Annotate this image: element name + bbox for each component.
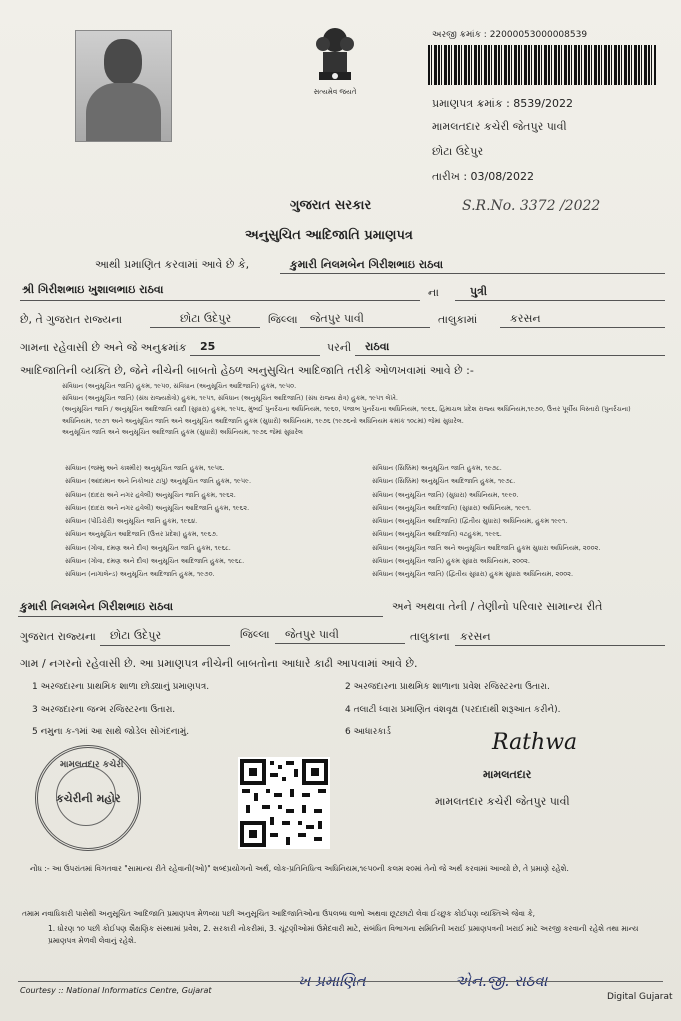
issue-basis: ગામ / નગરનો રહેવાસી છે. આ પ્રમાણપત્ર નીચેની બાબતોના આધારે કાઢી આપવામાં આવે છે. <box>20 657 418 670</box>
emblem-motto: સત્યમેવ જયતે <box>313 88 357 96</box>
taluka-label: તાલુકામાં <box>438 313 478 326</box>
application-number: અરજી ક્રમાંક : 22000053000008539 <box>432 30 588 40</box>
orders-left-column <box>65 462 355 582</box>
signature-scrawl: Rathwa <box>492 730 578 755</box>
order-left-item: સંવિધાન અનુસૂચિત આદિજાતિ (ઉત્તર પ્રદેશ) હુકમ, ૧૯૬૭. <box>65 530 218 539</box>
government-title: ગુજરાત સરકાર <box>290 198 372 213</box>
seal-top-text: મામલતદાર કચેરી <box>60 760 124 770</box>
order-right-item: સંવિધાન (અનુસૂચિત જાતિ) (સુધારા) અધિનિયમ, ૧૯૯૦. <box>372 490 519 499</box>
signatory-designation: મામલતદાર <box>483 768 532 781</box>
issuing-office: મામલતદાર કચેરી જેતપુર પાવી <box>432 120 567 133</box>
order-right-item: સંવિધાન (સિક્કિમ) અનુસૂચિત જાતિ હુકમ, ૧૯૭૮. <box>372 464 502 472</box>
district-value-2: છોટા ઉદેપુર <box>110 629 162 642</box>
order-left-item: સંવિધાન (પોંડિચેરી) અનુસૂચિત જાતિ હુકમ, ૧૯૬૪. <box>65 517 198 526</box>
holder-name: કુમારી નિલમબેન ગિરીશભાઇ રાઠવા <box>290 258 444 271</box>
order-item: સંવિધાન (અનુસૂચિત જાતિ) (સંઘ રાજ્યક્ષેત્રો) હુકમ, ૧૯૫૧, સંવિધાન (અનુસૂચિત આદિજાતિ) (સંઘ રાજ્ય ક્ષેત્ર) હુકમ, ૧૯૫૧ લેખે. <box>62 393 398 402</box>
issue-date: તારીખ : 03/08/2022 <box>432 170 534 183</box>
office-seal <box>35 745 141 851</box>
order-left-item: સંવિધાન (ગોવા, દમણ અને દીવ) અનુસૂચિત આદિજાતિ હુકમ, ૧૯૬૮. <box>65 557 245 566</box>
order-right-item: સંવિધાન (સિક્કિમ) અનુસૂચિત આદિજાતિ હુકમ, ૧૯૭૮. <box>372 477 516 486</box>
village-value-2: કરસન <box>460 630 491 643</box>
state-label: ગુજરાત રાજ્યના <box>20 630 96 643</box>
order-left-item: સંવિધાન (નાગાલેન્ડ) અનુસૂચિત આદિજાતિ હુકમ, ૧૯૭૦. <box>65 570 215 579</box>
document-item: 2 અરજદારના પ્રાથમિક શાળાના પ્રવેશ રજિસ્ટરના ઉતારા. <box>345 682 550 692</box>
qr-code <box>238 757 330 849</box>
handwritten-attestation: ખ પ્રમાણિત <box>298 972 366 990</box>
sr-number: S.R.No. 3372 /2022 <box>462 198 601 214</box>
order-right-item: સંવિધાન (અનુસૂચિત આદિજાતિ) (સુધારા) અધિનિયમ, ૧૯૯૧. <box>372 503 532 512</box>
order-right-item: સંવિધાન (અનુસૂચિત જાતિ) હુકમ સુધારા અધિનિયમ, ૨૦૦૨. <box>372 557 530 566</box>
district-value: છોટા ઉદેપુર <box>180 312 232 325</box>
order-right-item: સંવિધાન (અનુસૂચિત જાતિ) (દ્વિતીય સુધારા) હુકમ સુધારા અધિનિયમ, ૨૦૦૨. <box>372 570 574 579</box>
tribe-name: રાઠવા <box>365 340 390 353</box>
order-right-item: સંવિધાન (અનુસૂચિત આદિજાતિ) (દ્વિતીય સુધારા) અધિનિયમ, હુકમ ૧૯૯૧. <box>372 517 568 526</box>
resident-label: છે, તે ગુજરાત રાજ્યના <box>20 313 123 326</box>
order-left-item: સંવિધાન (આંદામાન અને નિકોબાર ટાપુ) અનુસૂચિત જાતિ હુકમ, ૧૯૫૯. <box>65 477 252 486</box>
orders-list <box>62 381 672 439</box>
order-left-item: સંવિધાન (દાદરા અને નગર હવેલી) અનુસૂચિત જાતિ હુકમ, ૧૯૬૨. <box>65 490 236 499</box>
order-left-item: સંવિધાન (ગોવા, દમણ અને દીવ) અનુસૂચિત જાતિ હુકમ, ૧૯૬૮. <box>65 543 231 552</box>
of-label: પરની <box>327 341 352 354</box>
orders-right-column <box>372 462 672 582</box>
holder-name-repeat: કુમારી નિલમબેન ગિરીશભાઇ રાઠવા <box>20 600 174 613</box>
serial-intro: ગામના રહેવાસી છે અને જે અનુક્રમાંક <box>20 341 187 354</box>
relation: પુત્રી <box>470 285 488 298</box>
district-label-2: જિલ્લા <box>240 628 270 641</box>
certify-text: આથી પ્રમાણિત કરવામાં આવે છે કે, <box>95 258 250 271</box>
barcode <box>428 45 656 85</box>
serial-number: 25 <box>200 340 216 353</box>
footer-rule <box>18 981 663 982</box>
order-left-item: સંવિધાન (જમ્મુ અને કાશ્મીર) અનુસૂચિત જાતિ હુકમ, ૧૯૫૬. <box>65 464 225 472</box>
certificate-number: પ્રમાણપત્ર ક્રમાંક : 8539/2022 <box>432 97 573 110</box>
footer-courtesy: Courtesy :: National Informatics Centre, Gujarat <box>20 986 212 995</box>
taluka-value-2: જેતપુર પાવી <box>285 628 339 641</box>
order-item: (અનુસૂચિત જાતિ / અનુસૂચિત આદિજાતિ યાદી (સુધારા) હુકમ, ૧૯૫૬, મુંબઈ પુનર્રચના અધિનિયમ, ૧૯૬૦, પંજાબ પુનર્રચના અધિનિયમ, ૧૯૬૬, હિમાચલ પ્રદેશ રાજ્ય અધિનિયમ,૧૯૭૦, ઉત્તર પૂર્વીય વિસ્તારો (પુનર્રચના) <box>62 405 631 413</box>
order-left-item: સંવિધાન (દાદરા અને નગર હવેલી) અનુસૂચિત આદિજાતિ હુકમ, ૧૯૬૨. <box>65 503 250 512</box>
order-item: અધિનિયમ, ૧૯૭૧ અને અનુસૂચિત જાતિ અને અનુસૂચિત આદિજાતિ હુકમ (સુધારો) અધિનિયમ, ૧૯૭૬ (૧૯૭૬નો અધિનિયમ ક્રમાંક ૧૦૮માં) જેમાં સુધારેલ. <box>62 416 464 425</box>
village-value: કરસન <box>510 312 541 325</box>
order-item: સંવિધાન (અનુસૂચિત જાતિ) હુકમ, ૧૯૫૦, સંવિધાન (અનુસૂચિત આદિજાતિ) હુકમ, ૧૯૫૦. <box>62 382 297 390</box>
father-name: શ્રી ગિરીશભાઇ ખુશાલભાઇ રાઠવા <box>22 283 164 296</box>
family-text: અને અથવા તેની / તેણીનો પરિવાર સામાન્ય રીતે <box>392 600 603 613</box>
document-item: 1 અરજદારના પ્રાથમિક શાળા છોડ્યાનું પ્રમાણપત્ર. <box>32 682 210 692</box>
certificate-title: અનુસુચિત આદિજાતિ પ્રમાણપત્ર <box>245 228 413 243</box>
order-right-item: સંવિધાન (અનુસૂચિત જાતિ અને અનુસૂચિત આદિજાતિ હુકમ સુધારા અધિનિયમ, ૨૦૦૨. <box>372 543 601 552</box>
order-right-item: સંવિધાન (અનુસૂચિત આદિજાતિ) વટહુકમ, ૧૯૯૬. <box>372 530 502 539</box>
handwritten-name: એન.જી. રાઠવા <box>455 972 548 990</box>
district-label: જિલ્લા <box>268 313 298 326</box>
issuing-district: છોટા ઉદેપુર <box>432 145 484 158</box>
note-residence: નોંધ :- આ ઉપરાંતમાં વિગતવાર "સામાન્ય રીતે રહેવાની(ઓ)" શબ્દપ્રયોગનો અર્થ, લોક-પ્રતિનિધિત્વ અધિનિયમ,૧૯૫૦ની કલમ ૨૦માં તેનો જે અર્થ કરવામાં આવ્યો છે, તે પ્રમાણે રહેશે. <box>30 864 569 873</box>
document-item: 6 આધારકાર્ડ <box>345 727 391 737</box>
relation-label: ના <box>428 286 439 299</box>
national-emblem-icon <box>305 22 365 100</box>
seal-center-text: કચેરીની મહોર <box>56 792 121 805</box>
document-item: 4 તલાટી ધ્વારા પ્રમાણિત વંશવૃક્ષ (પરદાદાથી શરૂઆત કરીને). <box>345 705 561 715</box>
document-item: 5 નમુના ક-૧માં આ સાથે જોડેલ સોગંદનામું. <box>32 727 190 737</box>
document-item: 3 અરજદારના જન્મ રજિસ્ટરના ઉતારા. <box>32 705 176 715</box>
note-purposes: 1. ધોરણ ૧૦ પછી કોઈપણ શૈક્ષણિક સંસ્થામાં પ્રવેશ, 2. સરકારી નોકરીમાં, 3. ચૂંટણીઓમાં ઉમેદવારી માટે, સંબંધિત વિભાગના સમિતિની ખરાઈ પ્રમાણપત્રની ખરાઈ માટે અરજી કરવાની રહેશે તથા માન્ય પ્રમાણપત્ર મેળવી લેવાનું રહેશે. <box>48 924 639 945</box>
order-item: અનુસૂચિત જાતિ અને અનુસૂચિત આદિજાતિ હુકમ (સુધારો) અધિનિયમ, ૧૯૭૬ જેમાં સુધારેલ <box>62 428 303 436</box>
tribe-recognition: આદિજાતિની વ્યક્તિ છે, જેને નીચેની બાબતો હેઠળ અનુસુચિત આદિજાતિ તરીકે ઓળખવામાં આવે છે :- <box>20 364 474 377</box>
note-verification: તમામ નવાધિકારી પાસેથી અનુસૂચિત આદિજાતિ પ્રમાણપત્ર મેળવ્યા પછી અનુસૂચિત આદિજાતિઓના ઉપલબ્ધ લાભો અથવા છૂટછાટો લેવા ઈચ્છુક કોઈપણ વ્યક્તિએ જેવા કે, <box>22 909 536 918</box>
holder-photo <box>75 30 172 142</box>
taluka-value: જેતપુર પાવી <box>310 312 364 325</box>
signatory-office: મામલતદાર કચેરી જેતપુર પાવી <box>435 795 570 808</box>
footer-digital-gujarat: Digital Gujarat <box>607 992 673 1002</box>
taluka-label-2: તાલુકાના <box>410 630 450 643</box>
